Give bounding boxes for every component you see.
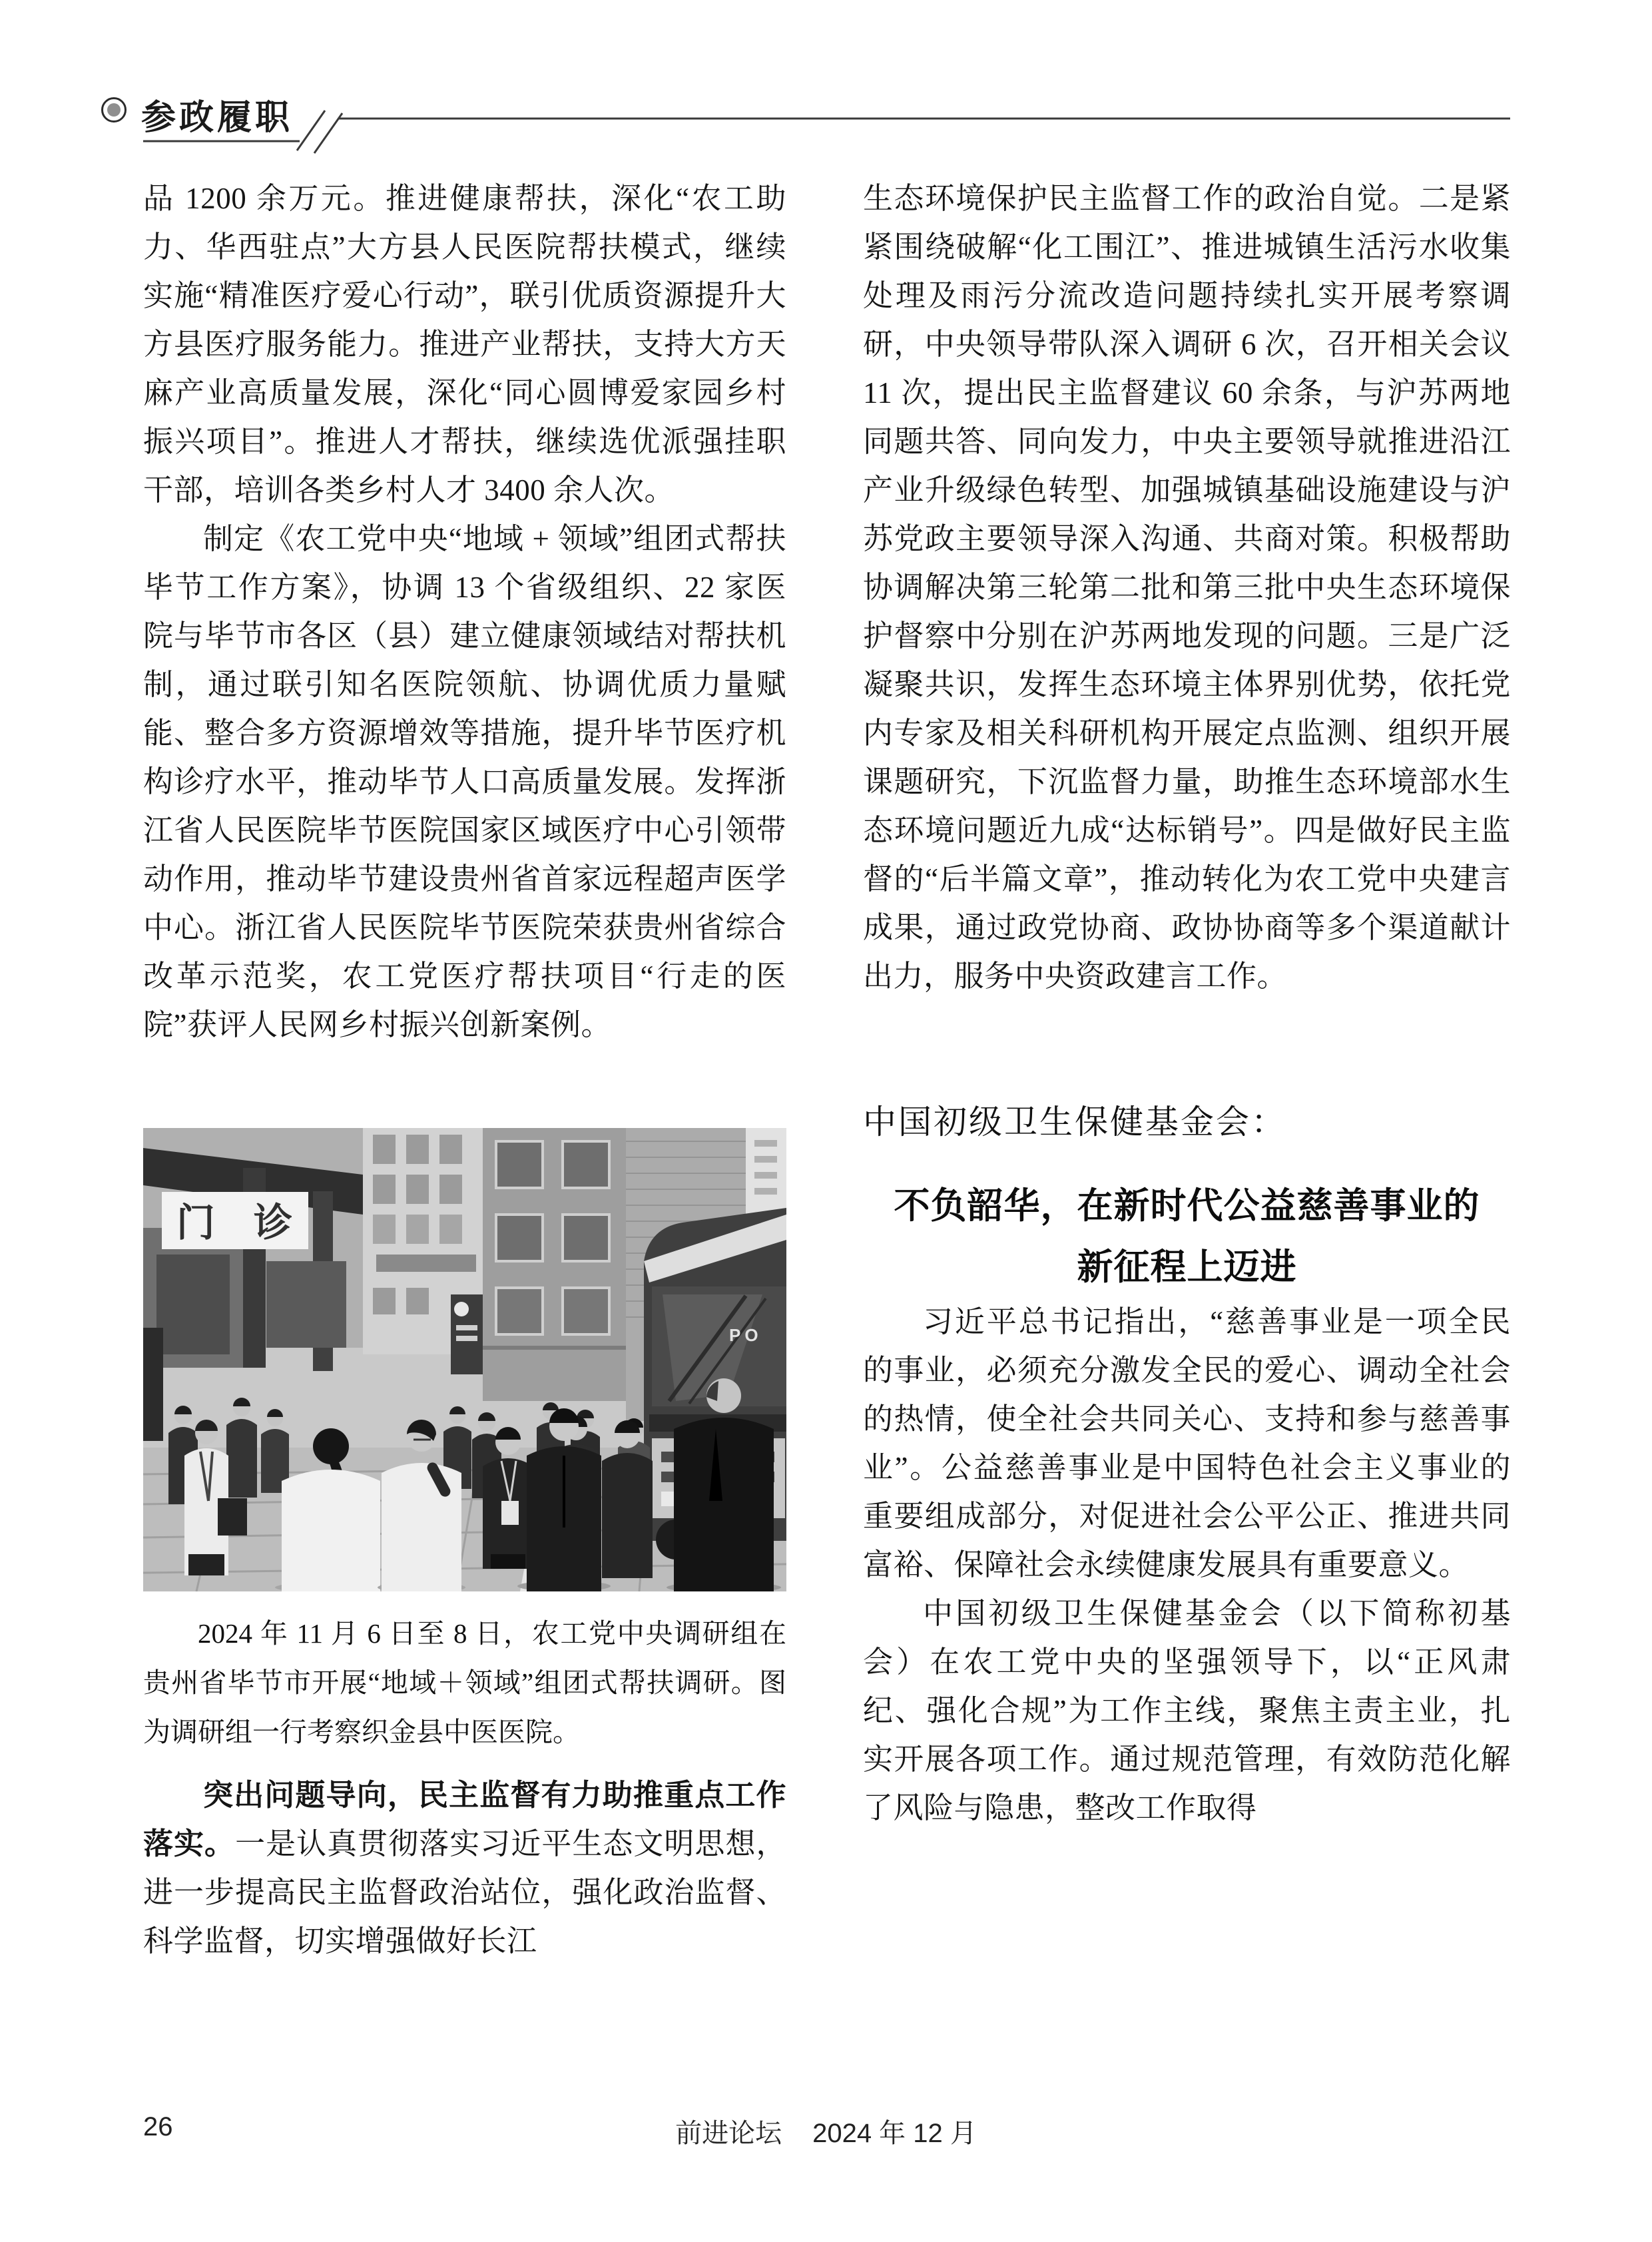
article-title [863,1175,1511,1298]
article-title-line-1: 不负韶华，在新时代公益慈善事业的 [894,1186,1480,1226]
photo-concrete-building [483,1128,626,1401]
journal-issue: 2024 年 12 月 [812,2119,977,2148]
left-paragraph-2: 制定《农工党中央“地域 + 领域”组团式帮扶毕节工作方案》，协调 13 个省级组织、22 家医院与毕节市各区（县）建立健康领域结对帮扶机制，通过联引知名医院领航、协调优质力量赋能、整合多方资源增效等措施，提升毕节医疗机构诊疗水平，推动毕节人口高质量发展。发挥浙江省人民医院毕节医院国家区域医疗中心引领带动作用，推动毕节建设贵州省首家远程超声医学中心。浙江省人民医院毕节医院荣获贵州省综合改革示范奖，农工党医疗帮扶项目“行走的医院”获评人民网乡村振兴创新案例。 [143,522,786,1041]
left-paragraph-3-lead: 突出问题导向，民主监督有力助推重点工作落实。 [143,1779,786,1860]
photo-vehicle-edge [143,1328,163,1441]
photo-clinic-entrance [143,1128,363,1371]
right-paragraph-1: 生态环境保护民主监督工作的政治自觉。二是紧紧围绕破解“化工围江”、推进城镇生活污水收集处理及雨污分流改造问题持续扎实开展考察调研，中央领导带队深入调研 6 次，召开相关会议 11 次，提出民主监督建议 60 余条，与沪苏两地同题共答、同向发力，中央主要领导就推进沿江产业升级绿色转型、加强城镇基础设施建设与沪苏党政主要领导深入沟通、共商对策。积极帮助协调解决第三轮第二批和第三批中央生态环境保护督察中分别在沪苏两地发现的问题。三是广泛凝聚共识，发挥生态环境主体界别优势，依托党内专家及相关科研机构开展定点监测、组织开展课题研究，下沉监督力量，助推生态环境部水生态环境问题近九成“达标销号”。四是做好民主监督的“后半篇文章”，推动转化为农工党中央建言成果，通过政党协商、政协协商等多个渠道献计出力，服务中央资政建言工作。 [863,182,1511,993]
journal-name: 前进论坛 [675,2119,782,2148]
left-paragraph-3-rest: 一是认真贯彻落实习近平生态文明思想，进一步提高民主监督政治站位，强化政治监督、科学监督，切实增强做好长江 [143,1827,786,1958]
photo-warning-sign [451,1294,483,1374]
article-title-line-2: 新征程上迈进 [1077,1247,1297,1287]
header-rule-decoration [140,100,1538,160]
right-paragraph-3: 中国初级卫生保健基金会（以下简称初基会）在农工党中央的坚强领导下，以“正风肃纪、强化合规”为工作主线，聚焦主责主业，扎实开展各项工作。通过规范管理，有效防范化解了风险与隐患，整改工作取得 [863,1597,1511,1824]
section-label: 参政履职 [141,99,294,137]
photo-bus-text: PO [729,1325,762,1345]
photo-illustration [143,1128,786,1591]
left-column [143,174,786,1966]
section-heading: 中国初级卫生保健基金会： [863,1103,1286,1141]
section-bullet-icon [101,97,127,123]
right-paragraph-2: 习近平总书记指出，“慈善事业是一项全民的事业，必须充分激发全民的爱心、调动全社会的热情，使全社会共同关心、支持和参与慈善事业”。公益慈善事业是中国特色社会主义事业的重要组成部分，对促进社会公平公正、推进共同富裕、保障社会永续健康发展具有重要意义。 [863,1305,1511,1581]
section-bullet-dot [107,103,121,117]
page-number: 26 [143,2112,173,2141]
photo-clinic-sign-text: 门诊 [176,1201,332,1245]
left-paragraph-1: 品 1200 余万元。推进健康帮扶，深化“农工助力、华西驻点”大方县人民医院帮扶模式，继续实施“精准医疗爱心行动”，联引优质资源提升大方县医疗服务能力。推进产业帮扶，支持大方天麻产业高质量发展，深化“同心圆博爱家园乡村振兴项目”。推进人才帮扶，继续选优派强挂职干部，培训各类乡村人才 3400 余人次。 [143,182,786,507]
right-column [863,174,1511,1832]
footer-journal-line [0,2112,1652,2150]
photo-caption: 2024 年 11 月 6 日至 8 日，农工党中央调研组在贵州省毕节市开展“地域＋领域”组团式帮扶调研。图为调研组一行考察织金县中医医院。 [143,1618,786,1747]
page-footer [0,2112,1652,2152]
news-photo [143,1128,786,1591]
left-paragraph-3 [143,1771,786,1966]
